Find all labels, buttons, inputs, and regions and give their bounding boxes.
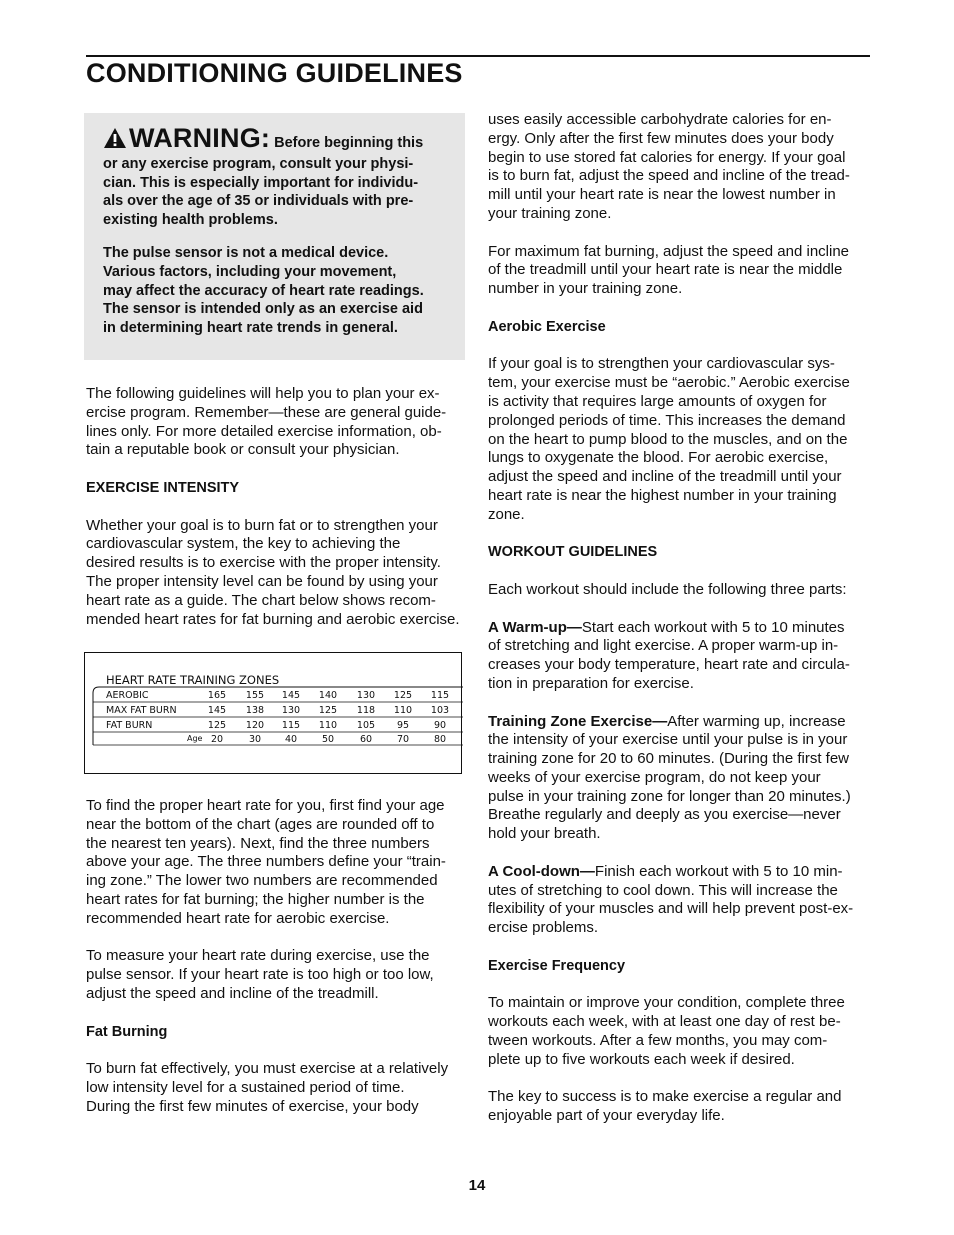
chart-row-label: AEROBIC [106,690,149,701]
text-line: enjoyable part of your everyday life. [488,1107,725,1125]
text-line: heart rate is near the highest number in your training [488,486,837,504]
chart-age-tick: 40 [284,734,298,745]
frequency-heading: Exercise Frequency [488,957,626,974]
text-line: To burn fat effectively, you must exercise at a relatively [86,1060,449,1078]
sensor-line: Various factors, including your movement, [103,263,397,280]
chart-value: 130 [281,705,301,716]
top-rule [86,55,870,57]
text-line: pulse sensor. If your heart rate is too high or too low, [86,966,434,984]
chart-age-tick: 80 [433,734,447,745]
text-line: on the heart to pump blood to the muscles, and on the [488,430,848,448]
chart-value: 130 [356,690,376,701]
text-line: your training zone. [488,204,612,222]
text-line: zone. [488,505,525,523]
warning-triangle-icon [103,127,127,155]
text-line: desired results is to exercise with the proper intensity. [86,554,441,572]
text-line: near the bottom of the chart (ages are rounded off to [86,815,435,833]
intro-paragraph [86,385,470,460]
warning-line: als over the age of 35 or individuals with pre- [103,193,414,210]
text-line: weeks of your exercise program, do not keep your [488,768,821,786]
text-line: The following guidelines will help you to plan your ex- [86,385,440,402]
chart-value: 165 [207,690,227,701]
chart-value: 120 [245,720,265,731]
chart-value: 105 [356,720,376,731]
text-line: Breathe regularly and deeply as you exercise—never [488,806,841,824]
warning-content [103,123,448,352]
text-line: lines only. For more detailed exercise information, ob- [86,422,442,440]
exercise-intensity-heading: EXERCISE INTENSITY [86,479,240,496]
zone-paragraph [488,713,872,845]
text-line: Whether your goal is to burn fat or to strengthen your [86,516,438,534]
intensity-paragraph [86,517,470,630]
chart-value: 138 [245,705,265,716]
text-line: creases your body temperature, heart rate and circula- [488,656,850,674]
text-line: cardiovascular system, the key to achieving the [86,535,401,553]
text-line: flexibility of your muscles and will help prevent post-ex- [488,900,854,918]
text-line: The proper intensity level can be found by using your [86,572,438,590]
cooldown-paragraph [488,863,872,938]
text-line: During the first few minutes of exercise, your body [86,1097,419,1115]
chart-row-label: FAT BURN [106,720,153,731]
page-title: CONDITIONING GUIDELINES [86,58,463,88]
sensor-line: The pulse sensor is not a medical device. [103,244,389,261]
cooldown-label: A Cool-down— [488,862,595,880]
text-line: tween workouts. After a few months, you may com- [488,1032,828,1050]
chart-value: 125 [207,720,227,731]
text-line: For maximum fat burning, adjust the speed and incline [488,242,850,260]
text-line: tem, your exercise must be “aerobic.” Aerobic exercise [488,374,850,392]
warning-word: WARNING: [129,123,271,153]
text-line: training zone for 20 to 60 minutes. (During the first few [488,750,850,768]
text-line: adjust the speed and incline of the treadmill. [86,984,379,1002]
chart-value: 125 [318,705,338,716]
text-line: heart rate as a guide. The chart below shows recom- [86,591,436,609]
left-column-upper [86,385,470,648]
text-line: recommended heart rate for aerobic exercise. [86,909,390,927]
fat-burning-heading: Fat Burning [86,1023,168,1040]
text-line: utes of stretching to cool down. This will increase the [488,881,838,899]
measure-paragraph [86,947,470,1003]
max-fat-paragraph [488,243,872,299]
text-line: The key to success is to make exercise a regular and [488,1088,842,1106]
page-number: 14 [468,1177,486,1194]
aerobic-paragraph [488,355,872,524]
text-line: Finish each workout with 5 to 10 min- [594,862,843,880]
chart-age-label: Age [187,734,203,743]
warning-line: cian. This is especially important for individu- [103,174,419,191]
text-line: tain a reputable book or consult your physician. [86,441,400,459]
chart-age-tick: 30 [248,734,262,745]
text-line: mended heart rates for fat burning and aerobic exercise. [86,610,460,628]
chart-age-tick: 20 [210,734,224,745]
chart-age-tick: 50 [321,734,335,745]
heart-rate-chart [84,652,462,774]
text-line: is to burn fat, adjust the speed and incline of the tread- [488,167,850,185]
chart-value: 155 [245,690,265,701]
workout-guidelines-heading: WORKOUT GUIDELINES [488,544,658,561]
text-line: Start each workout with 5 to 10 minutes [581,618,845,636]
warmup-label: A Warm-up— [488,618,582,636]
frequency-paragraph [488,994,872,1069]
chart-value: 110 [393,705,413,716]
warning-line: or any exercise program, consult your physi- [103,155,414,172]
chart-age-tick: 60 [359,734,373,745]
text-line: the nearest ten years). Next, find the three numbers [86,834,430,852]
text-line: mill until your heart rate is near the lowest number in [488,186,836,204]
text-line: uses easily accessible carbohydrate calories for en- [488,111,832,128]
warning-line: existing health problems. [103,212,278,229]
text-line: If your goal is to strengthen your cardiovascular sys- [488,355,835,373]
find-rate-paragraph [86,797,470,929]
text-line: tion in preparation for exercise. [488,674,694,692]
chart-value: 95 [396,720,410,731]
text-line: of stretching and light exercise. A proper warm-up in- [488,637,839,655]
text-line: workouts each week, with at least one day of rest be- [488,1013,841,1031]
chart-age-tick: 70 [396,734,410,745]
text-line: is activity that requires large amounts of oxygen for [488,392,827,410]
text-line: heart rates for fat burning; the higher number is the [86,890,425,908]
sensor-line: The sensor is intended only as an exercise aid [103,301,423,318]
zone-text [488,713,851,843]
text-line: number in your training zone. [488,280,683,298]
text-line: To measure your heart rate during exercise, use the [86,947,430,965]
text-line: of the treadmill until your heart rate is near the middle [488,261,843,279]
chart-value: 140 [318,690,338,701]
text-line: prolonged periods of time. This increases the demand [488,411,846,429]
text-line: ing zone.” The lower two numbers are recommended [86,872,438,890]
chart-value: 145 [281,690,301,701]
text-line: lungs to oxygenate the blood. For aerobic exercise, [488,449,829,467]
chart-value: 118 [356,705,376,716]
chart-value: 110 [318,720,338,731]
text-line: adjust the speed and incline of the treadmill until your [488,468,842,486]
warning-lead: Before beginning this [274,135,424,151]
sensor-line: may affect the accuracy of heart rate readings. [103,282,424,299]
text-line: Each workout should include the following three parts: [488,580,847,598]
chart-value: 125 [393,690,413,701]
carb-paragraph [488,111,872,224]
text-line: plete up to five workouts each week if desired. [488,1050,795,1068]
chart-value: 103 [430,705,450,716]
sensor-line: in determining heart rate trends in general. [103,320,398,337]
text-line: pulse in your training zone for longer than 20 minutes.) [488,787,851,805]
chart-value: 145 [207,705,227,716]
key-paragraph [488,1088,872,1126]
text-line: After warming up, increase [667,712,846,730]
text-line: low intensity level for a sustained period of time. [86,1078,405,1096]
zone-label: Training Zone Exercise— [488,712,668,730]
text-line: ercise problems. [488,919,599,937]
text-line: ercise program. Remember—these are general guide- [86,403,447,421]
chart-title: HEART RATE TRAINING ZONES [106,673,280,687]
fat-burning-paragraph [86,1060,470,1116]
workout-paragraph [488,581,872,600]
text-line: begin to use stored fat calories for energy. If your goal [488,148,846,166]
chart-value: 115 [430,690,450,701]
text-line: above your age. The three numbers define your “train- [86,853,446,871]
chart-value: 90 [433,720,447,731]
right-column [488,111,872,1145]
text-line: ergy. Only after the first few minutes does your body [488,129,834,147]
left-column-lower [86,797,470,1135]
text-line: To maintain or improve your condition, complete three [488,994,845,1012]
chart-value: 115 [281,720,301,731]
chart-row-label: MAX FAT BURN [106,705,177,716]
text-line: To find the proper heart rate for you, first find your age [86,797,445,814]
heart-rate-chart-svg [85,653,463,775]
warning-box [84,113,465,360]
warmup-paragraph [488,619,872,694]
aerobic-heading: Aerobic Exercise [488,318,606,335]
text-line: the intensity of your exercise until your pulse is in your [488,731,848,749]
text-line: hold your breath. [488,825,601,843]
